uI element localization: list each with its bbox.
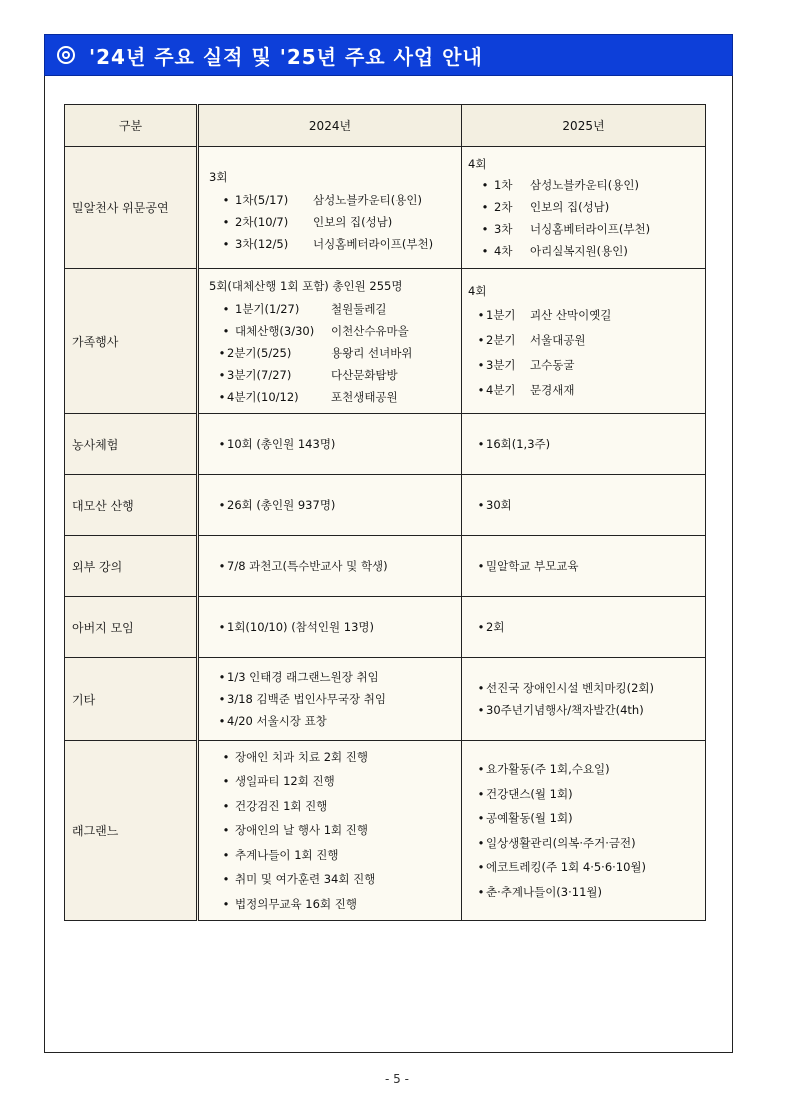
- row-category: 밀알천사 위문공연: [65, 147, 198, 269]
- cell-2025: [462, 741, 706, 921]
- list-item: • 1/3 인태경 래그랜느원장 취임: [218, 670, 379, 684]
- list-item: • 취미 및 여가훈련 34회 진행: [222, 872, 376, 887]
- list-item: • 1차(5/17) 삼성노블카운티(용인): [222, 193, 422, 207]
- list-item: • 3분기 고수동굴: [477, 357, 575, 372]
- cell-2024: [198, 475, 462, 536]
- list-item: • 추계나들이 1회 진행: [222, 847, 339, 862]
- list-item: • 4분기 문경새재: [477, 382, 575, 397]
- header-category: 구분: [65, 105, 198, 147]
- table-row: [65, 414, 706, 475]
- cell-2024: [198, 741, 462, 921]
- cell-2024: [198, 147, 462, 269]
- list-item: • 공예활동(월 1회): [477, 811, 573, 825]
- cell-lead: 3회: [209, 170, 228, 184]
- list-item: • 26회 (총인원 937명): [218, 498, 336, 512]
- cell-lead: 4회: [468, 156, 487, 171]
- list-item: • 건강검진 1회 진행: [222, 798, 328, 813]
- list-item: • 대체산행(3/30) 이천산수유마을: [222, 323, 409, 338]
- cell-2024: [198, 597, 462, 658]
- list-item: • 1차 삼성노블카운티(용인): [481, 177, 639, 192]
- list-item: • 4분기(10/12) 포천생태공원: [218, 389, 398, 404]
- page-title: '24년 주요 실적 및 '25년 주요 사업 안내: [89, 44, 483, 69]
- list-item: • 30주년기념행사/책자발간(4th): [477, 703, 644, 717]
- list-item: • 법정의무교육 16회 진행: [222, 896, 357, 911]
- cell-2025: [462, 658, 706, 741]
- list-item: • 밀알학교 부모교육: [477, 559, 579, 573]
- cell-2025: [462, 475, 706, 536]
- table-row: [65, 147, 706, 269]
- list-item: • 춘·추계나들이(3·11월): [477, 884, 602, 899]
- table-row: [65, 536, 706, 597]
- cell-2025: [462, 147, 706, 269]
- table-row: [65, 597, 706, 658]
- cell-2024: [198, 414, 462, 475]
- list-item: • 2분기 서울대공원: [477, 332, 586, 347]
- cell-2025: [462, 536, 706, 597]
- list-item: • 3분기(7/27) 다산문화탐방: [218, 367, 398, 382]
- list-item: • 7/8 과천고(특수반교사 및 학생): [218, 559, 388, 573]
- list-item: • 2차(10/7) 인보의 집(성남): [222, 215, 393, 229]
- list-item: • 3차 너싱홈베터라이프(부천): [481, 221, 651, 236]
- cell-lead: 4회: [468, 283, 487, 298]
- table-row: [65, 658, 706, 741]
- cell-2024: [198, 658, 462, 741]
- cell-lead: 5회(대체산행 1회 포함) 총인원 255명: [209, 278, 403, 293]
- row-category: 가족행사: [65, 269, 198, 414]
- cell-2025: [462, 414, 706, 475]
- list-item: • 생일파티 12회 진행: [222, 774, 335, 789]
- row-category: 래그랜느: [65, 741, 198, 921]
- table-row: [65, 475, 706, 536]
- double-circle-icon: [57, 46, 75, 64]
- list-item: • 10회 (총인원 143명): [218, 437, 336, 451]
- table-row: [65, 741, 706, 921]
- row-category: 농사체험: [65, 414, 198, 475]
- list-item: • 3차(12/5) 너싱홈베터라이프(부천): [222, 237, 434, 251]
- list-item: • 건강댄스(월 1회): [477, 786, 573, 801]
- table-row: [65, 269, 706, 414]
- list-item: • 장애인 치과 치료 2회 진행: [222, 749, 369, 764]
- header-2024: 2024년: [198, 105, 462, 147]
- list-item: • 16회(1,3주): [477, 437, 551, 451]
- cell-2024: [198, 269, 462, 414]
- list-item: • 1분기 괴산 산막이옛길: [477, 307, 612, 322]
- list-item: • 4/20 서울시장 표창: [218, 714, 327, 728]
- row-category: 대모산 산행: [65, 475, 198, 536]
- list-item: • 요가활동(주 1회,수요일): [477, 762, 610, 776]
- list-item: • 2회: [477, 620, 505, 634]
- list-item: • 1분기(1/27) 철원둘레길: [222, 301, 387, 316]
- list-item: • 장애인의 날 행사 1회 진행: [222, 823, 369, 838]
- cell-2025: [462, 597, 706, 658]
- list-item: • 30회: [477, 498, 512, 512]
- title-banner: [44, 34, 733, 76]
- list-item: • 3/18 김백준 법인사무국장 취임: [218, 692, 386, 706]
- list-item: • 2차 인보의 집(성남): [481, 199, 610, 214]
- row-category: 아버지 모임: [65, 597, 198, 658]
- list-item: • 2분기(5/25) 용왕리 선녀바위: [218, 345, 413, 360]
- list-item: • 일상생활관리(의복·주거·금전): [477, 835, 636, 850]
- row-category: 외부 강의: [65, 536, 198, 597]
- header-2025: 2025년: [462, 105, 706, 147]
- list-item: • 1회(10/10) (참석인원 13명): [218, 620, 375, 634]
- cell-2025: [462, 269, 706, 414]
- achievements-table: [64, 104, 706, 921]
- page-number: - 5 -: [385, 1072, 409, 1086]
- list-item: • 에코트레킹(주 1회 4·5·6·10월): [477, 860, 647, 874]
- list-item: • 4차 아리실복지원(용인): [481, 243, 628, 258]
- row-category: 기타: [65, 658, 198, 741]
- cell-2024: [198, 536, 462, 597]
- list-item: • 선진국 장애인시설 벤치마킹(2회): [477, 681, 655, 695]
- table-header-row: [65, 105, 706, 147]
